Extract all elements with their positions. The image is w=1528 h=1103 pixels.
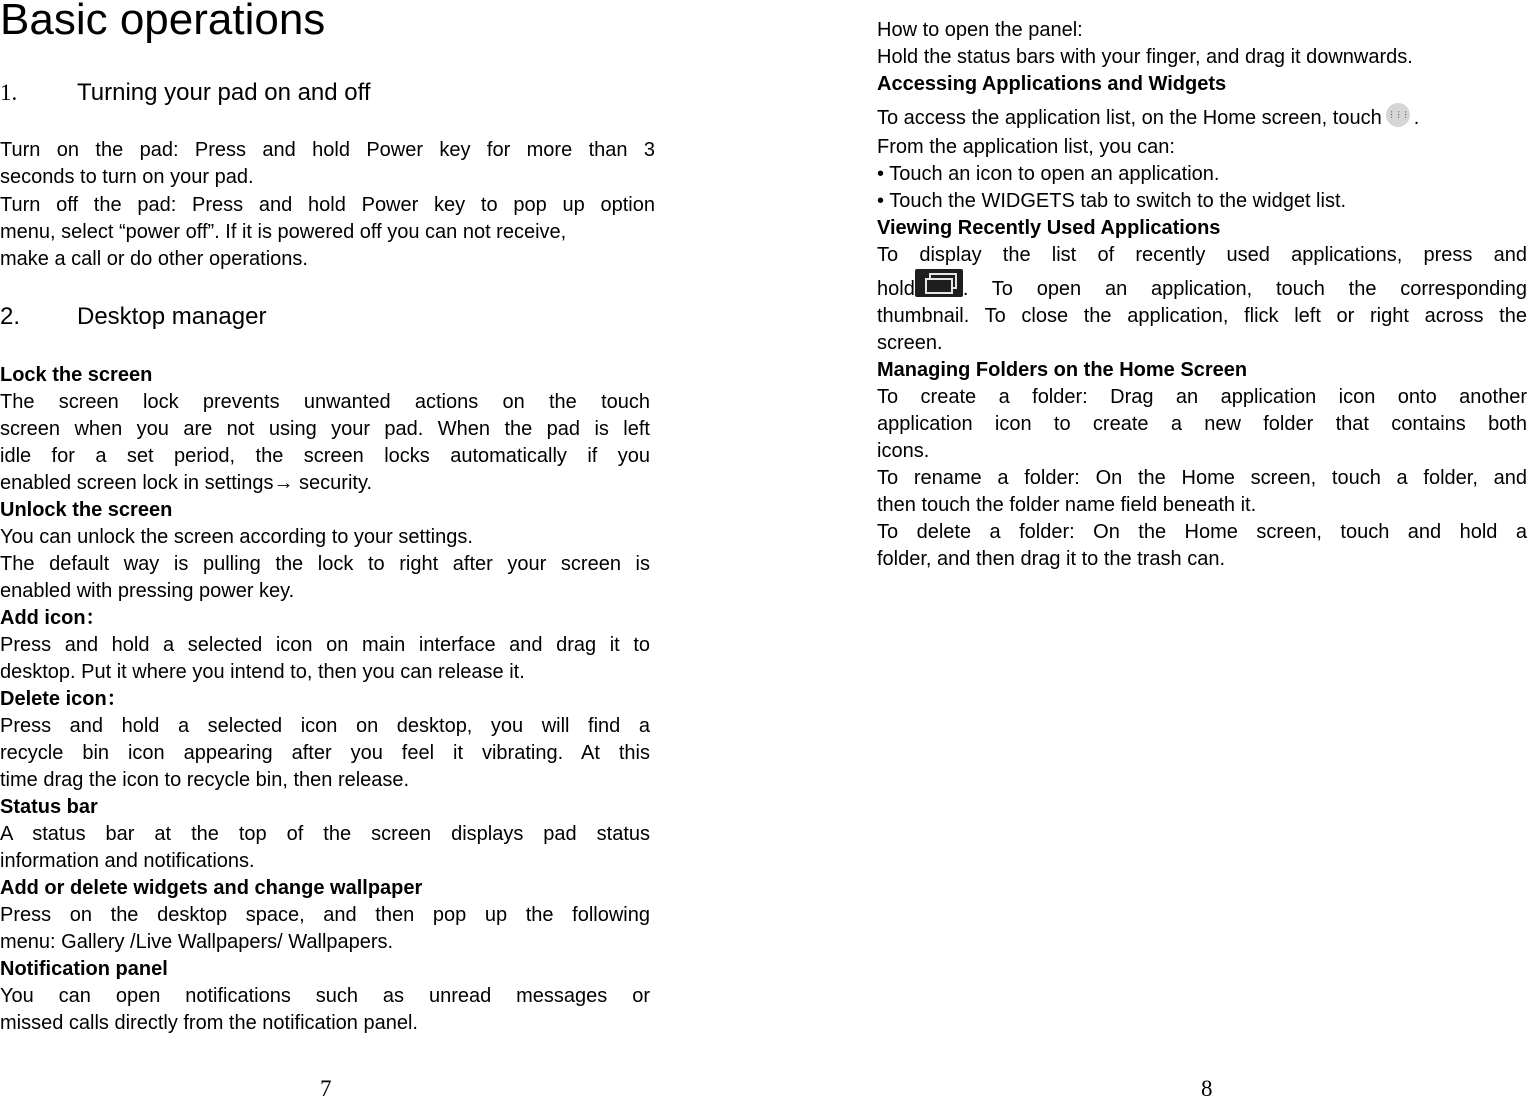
- section-1-title: Turning your pad on and off: [77, 79, 371, 106]
- text-line: application icon to create a new folder that contains both: [877, 413, 1527, 435]
- text-line: desktop. Put it where you intend to, then you can release it.: [0, 661, 525, 683]
- page-number: 8: [1201, 1076, 1213, 1101]
- text-line: A status bar at the top of the screen displays pad status: [0, 823, 650, 845]
- text-line: missed calls directly from the notification panel.: [0, 1012, 418, 1034]
- text-line: Press and hold a selected icon on main interface and drag it to: [0, 634, 650, 656]
- right-body: [877, 17, 1527, 573]
- widgets-wallpaper-heading: Add or delete widgets and change wallpaper: [0, 877, 423, 899]
- text-line: icons.: [877, 440, 930, 462]
- text-line: To display the list of recently used applications, press and: [877, 244, 1527, 266]
- text-fragment: . To open an application, touch the corresponding: [962, 278, 1527, 300]
- text-line: [877, 269, 1527, 303]
- text-line: The screen lock prevents unwanted actions on the touch: [0, 391, 650, 413]
- recent-apps-heading: Viewing Recently Used Applications: [877, 217, 1221, 239]
- page-title: Basic operations: [0, 0, 326, 44]
- unlock-screen-heading: Unlock the screen: [0, 499, 173, 521]
- desktop-manager-body: [0, 362, 650, 1037]
- text-line: idle for a set period, the screen locks automatically if you: [0, 445, 650, 467]
- text-line: To delete a folder: On the Home screen, touch and hold a: [877, 521, 1527, 543]
- text-line: You can unlock the screen according to your settings.: [0, 526, 473, 548]
- text-line: seconds to turn on your pad.: [0, 166, 254, 188]
- section-2-title: Desktop manager: [77, 303, 267, 330]
- section-2-heading: [0, 302, 266, 332]
- text-line: menu, select “power off”. If it is powered off you can not receive,: [0, 221, 567, 243]
- lock-screen-heading: Lock the screen: [0, 364, 153, 386]
- text-line: • Touch an icon to open an application.: [877, 163, 1220, 185]
- text-line: To rename a folder: On the Home screen, touch a folder, and: [877, 467, 1527, 489]
- text-line: make a call or do other operations.: [0, 248, 308, 270]
- turn-off-paragraph: [0, 192, 655, 273]
- text-line: folder, and then drag it to the trash can.: [877, 548, 1226, 570]
- text-line: [877, 98, 1527, 134]
- text-line: Hold the status bars with your finger, and drag it downwards.: [877, 46, 1413, 68]
- section-2-number: 2.: [0, 303, 21, 330]
- status-bar-heading: Status bar: [0, 796, 98, 818]
- text-line: The default way is pulling the lock to right after your screen is: [0, 553, 650, 575]
- text-line: How to open the panel:: [877, 19, 1083, 41]
- arrow-right-icon: →: [273, 472, 294, 494]
- text-fragment: hold: [877, 278, 915, 300]
- delete-icon-heading: Delete icon：: [0, 688, 127, 710]
- text-line: then touch the folder name field beneath it.: [877, 494, 1257, 516]
- text-line: screen when you are not using your pad. When the pad is left: [0, 418, 650, 440]
- notification-panel-heading: Notification panel: [0, 958, 168, 980]
- section-1-heading: [0, 78, 371, 108]
- add-icon-heading: Add icon：: [0, 607, 106, 629]
- text-fragment: enabled screen lock in settings: [0, 472, 274, 494]
- turn-on-paragraph: [0, 137, 655, 191]
- text-line: thumbnail. To close the application, flick left or right across the: [877, 305, 1527, 327]
- text-line: [0, 470, 650, 497]
- text-line: information and notifications.: [0, 850, 255, 872]
- text-line: Turn on the pad: Press and hold Power key for more than 3: [0, 139, 655, 161]
- text-line: You can open notifications such as unread messages or: [0, 985, 650, 1007]
- text-fragment: To access the application list, on the Home screen, touch: [877, 107, 1382, 129]
- text-line: enabled with pressing power key.: [0, 580, 295, 602]
- text-line: time drag the icon to recycle bin, then release.: [0, 769, 410, 791]
- page-number: 7: [320, 1076, 332, 1101]
- text-line: recycle bin icon appearing after you feel it vibrating. At this: [0, 742, 650, 764]
- folders-heading: Managing Folders on the Home Screen: [877, 359, 1248, 381]
- text-line: Press on the desktop space, and then pop up the following: [0, 904, 650, 926]
- text-line: Turn off the pad: Press and hold Power key to pop up option: [0, 194, 655, 216]
- text-line: From the application list, you can:: [877, 136, 1175, 158]
- section-1-number: 1.: [0, 80, 18, 105]
- text-fragment: .: [1413, 107, 1420, 129]
- text-line: • Touch the WIDGETS tab to switch to the widget list.: [877, 190, 1347, 212]
- recent-apps-icon: [915, 269, 963, 297]
- all-apps-icon: [1386, 103, 1410, 127]
- text-line: menu: Gallery /Live Wallpapers/ Wallpapers.: [0, 931, 394, 953]
- apps-widgets-heading: Accessing Applications and Widgets: [877, 73, 1227, 95]
- text-line: To create a folder: Drag an application icon onto another: [877, 386, 1527, 408]
- text-line: screen.: [877, 332, 943, 354]
- text-fragment: security.: [293, 472, 373, 494]
- text-line: Press and hold a selected icon on desktop, you will find a: [0, 715, 650, 737]
